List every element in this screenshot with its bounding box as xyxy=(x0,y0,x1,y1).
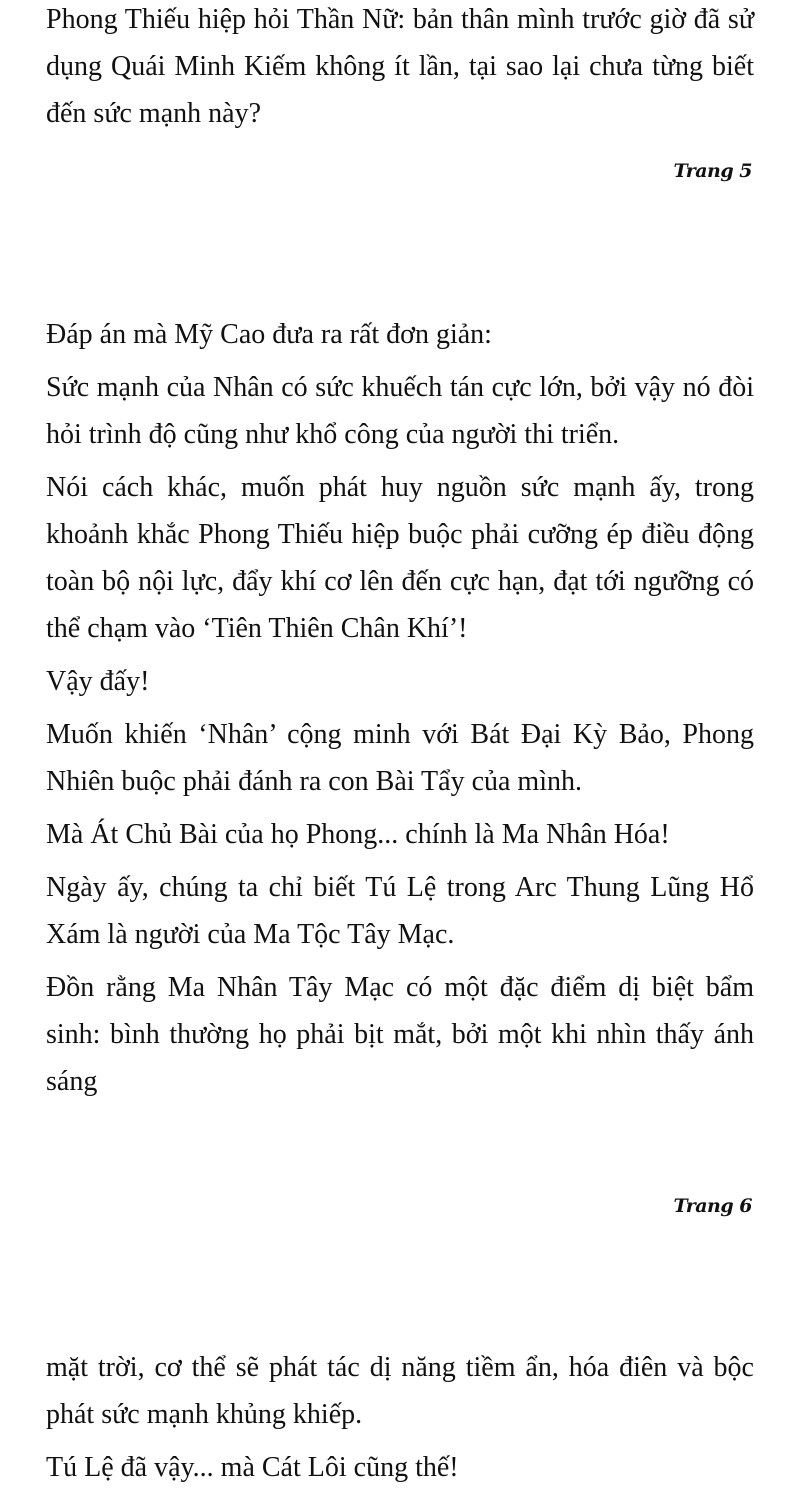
text-block-1 xyxy=(0,0,800,143)
paragraph: Ngày ấy, chúng ta chỉ biết Tú Lệ trong Arc Thung Lũng Hổ Xám là người của Ma Tộc Tây Mạc. xyxy=(46,872,754,950)
text-block-2 xyxy=(0,311,800,1111)
paragraph: Tú Lệ đã vậy... mà Cát Lôi cũng thế! xyxy=(46,1452,459,1483)
text-block-3 xyxy=(0,1344,800,1497)
paragraph: Muốn khiến ‘Nhân’ cộng minh với Bát Đại Kỳ Bảo, Phong Nhiên buộc phải đánh ra con Bài Tẩy của mình. xyxy=(46,719,754,797)
page-marker-trang-5: Trang 5 xyxy=(673,160,752,182)
page-marker-trang-6: Trang 6 xyxy=(673,1195,752,1217)
paragraph: Nói cách khác, muốn phát huy nguồn sức mạnh ấy, trong khoảnh khắc Phong Thiếu hiệp buộc phải cưỡng ép điều động toàn bộ nội lực, đẩy khí cơ lên đến cực hạn, đạt tới ngưỡng có thể chạm vào ‘Tiên Thiên Chân Khí’! xyxy=(46,472,754,644)
paragraph: Vậy đấy! xyxy=(46,666,150,697)
paragraph: Đồn rằng Ma Nhân Tây Mạc có một đặc điểm dị biệt bẩm sinh: bình thường họ phải bịt mắt, bởi một khi nhìn thấy ánh sáng xyxy=(46,972,754,1097)
paragraph: Mà Át Chủ Bài của họ Phong... chính là Ma Nhân Hóa! xyxy=(46,819,670,850)
paragraph: Phong Thiếu hiệp hỏi Thần Nữ: bản thân mình trước giờ đã sử dụng Quái Minh Kiếm không ít lần, tại sao lại chưa từng biết đến sức mạnh này? xyxy=(46,4,754,129)
paragraph: Đáp án mà Mỹ Cao đưa ra rất đơn giản: xyxy=(46,319,492,350)
paragraph: mặt trời, cơ thể sẽ phát tác dị năng tiềm ẩn, hóa điên và bộc phát sức mạnh khủng khiếp. xyxy=(46,1352,754,1430)
paragraph: Sức mạnh của Nhân có sức khuếch tán cực lớn, bởi vậy nó đòi hỏi trình độ cũng như khổ công của người thi triển. xyxy=(46,372,754,450)
